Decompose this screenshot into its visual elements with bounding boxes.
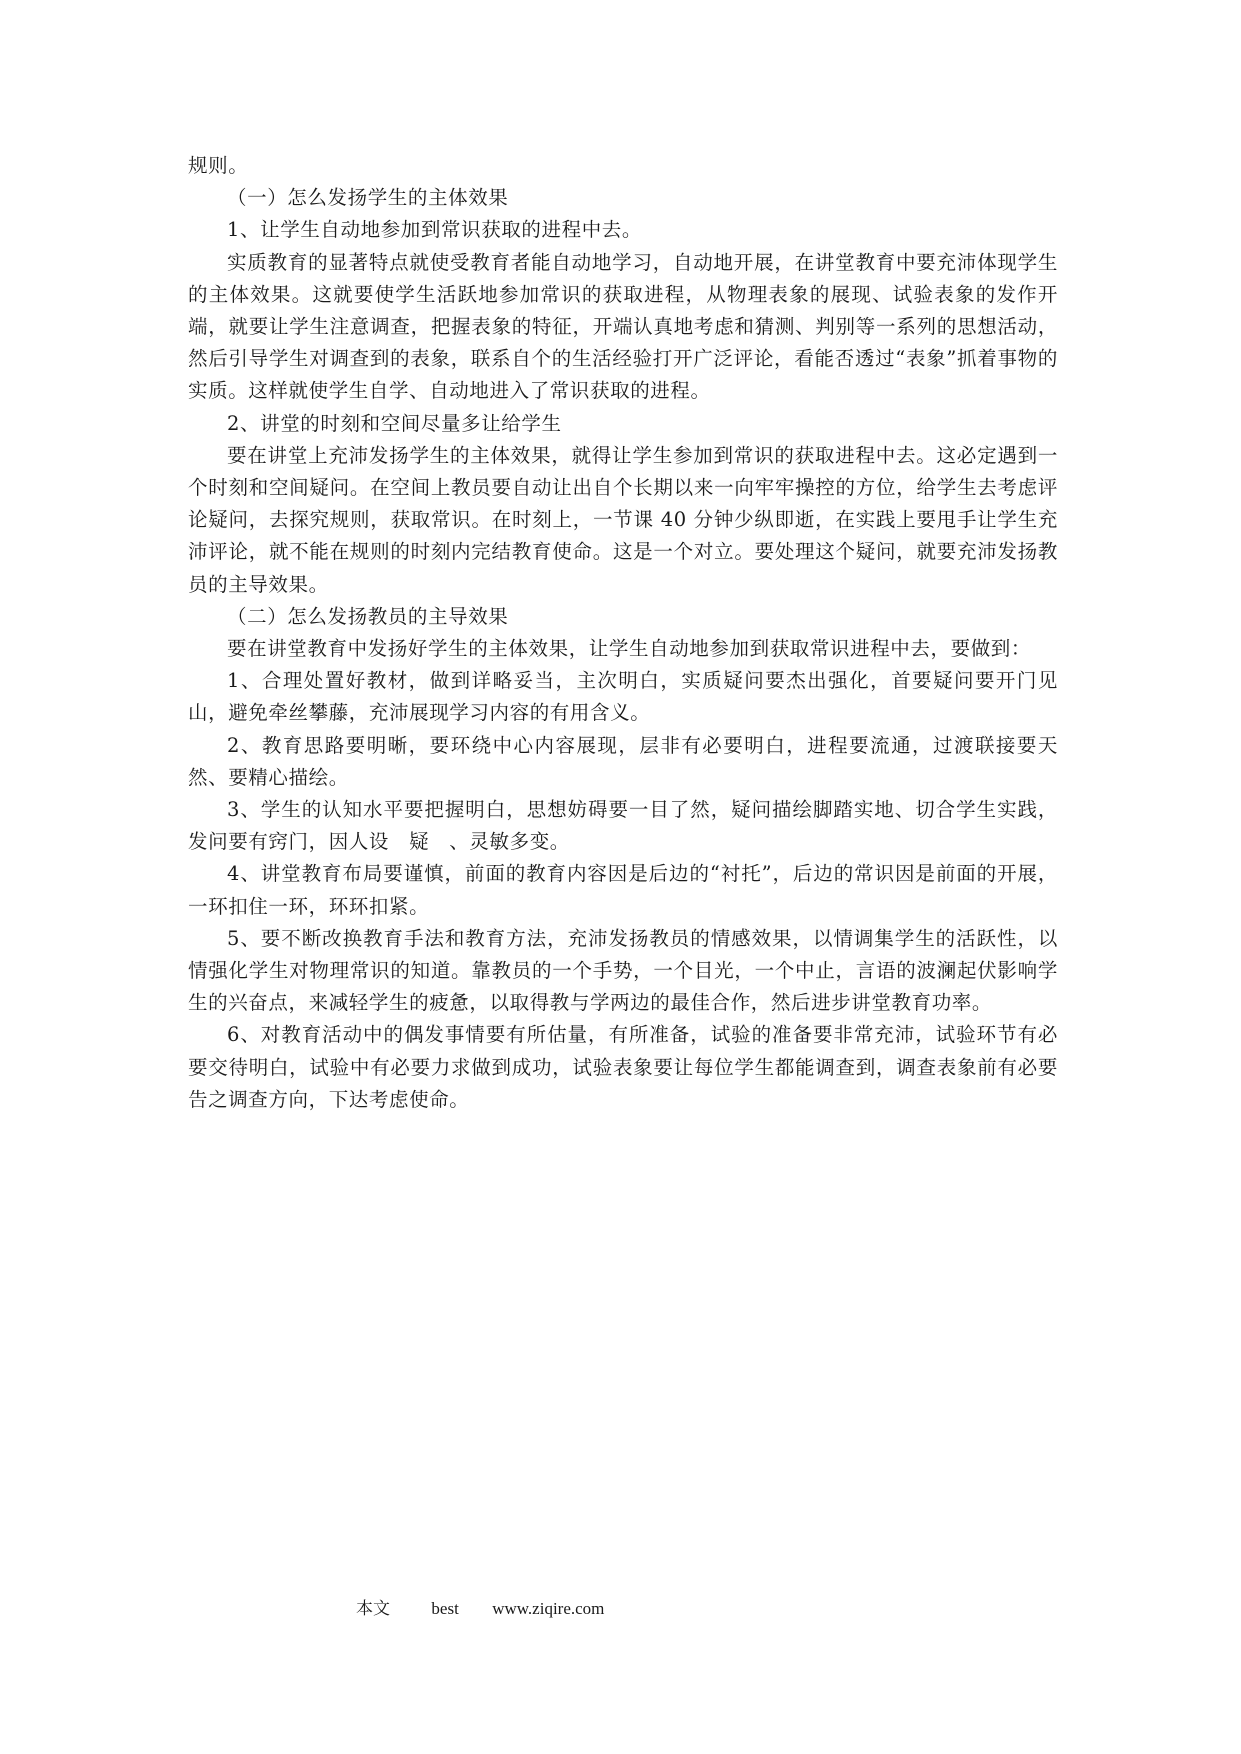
paragraph-5: 要在讲堂上充沛发扬学生的主体效果，就得让学生参加到常识的获取进程中去。这必定遇到一个时刻和空间疑问。在空间上教员要自动让出自个长期以来一向牢牢操控的方位，给学生去考虑评论疑问，去探究规则，获取常识。在时刻上，一节课 40 分钟少纵即逝，在实践上要甩手让学生充沛评论，就不能在规则的时刻内完结教育使命。这是一个对立。要处理这个疑问，就要充沛发扬教员的主导效果。 [188,443,1058,596]
page-footer [356,1597,604,1621]
list-item-3: 3、学生的认知水平要把握明白，思想妨碍要一目了然，疑问描绘脚踏实地、切合学生实践，发问要有窍门，因人设 疑 、灵敏多变。 [188,798,1058,854]
list-item-1: 1、合理处置好教材，做到详略妥当，主次明白，实质疑问要杰出强化，首要疑问要开门见山，避免牵丝攀藤，充沛展现学习内容的有用含义。 [188,669,1058,725]
paragraph-3: 实质教育的显著特点就使受教育者能自动地学习，自动地开展，在讲堂教育中要充沛体现学生的主体效果。这就要使学生活跃地参加常识的获取进程，从物理表象的展现、试验表象的发作开端，就要让学生注意调查，把握表象的特征，开端认真地考虑和猜测、判别等一系列的思想活动，然后引导学生对调查到的表象，联系自个的生活经验打开广泛评论，看能否透过“表象”抓着事物的实质。这样就使学生自学、自动地进入了常识获取的进程。 [188,250,1058,403]
subheading-2: 2、讲堂的时刻和空间尽量多让给学生 [227,411,562,435]
paragraph-7: 要在讲堂教育中发扬好学生的主体效果，让学生自动地参加到获取常识进程中去，要做到： [227,637,1032,661]
section-heading-2: （二）怎么发扬教员的主导效果 [227,604,509,628]
list-item-5: 5、要不断改换教育手法和教育方法，充沛发扬教员的情感效果，以情调集学生的活跃性，以情强化学生对物理常识的知道。靠教员的一个手势，一个目光，一个中止，言语的波澜起伏影响学生的兴奋点，来减轻学生的疲惫，以取得教与学两边的最佳合作，然后进步讲堂教育功率。 [188,926,1058,1015]
subheading-1: 1、让学生自动地参加到常识获取的进程中去。 [227,218,643,242]
footer-website: www.ziqire.com [492,1599,605,1618]
document-body [188,150,1058,1116]
paragraph-0: 规则。 [188,154,249,177]
footer-label: 本文 [356,1599,390,1619]
footer-tag: best [431,1599,459,1618]
list-item-4: 4、讲堂教育布局要谨慎，前面的教育内容因是后边的“衬托”，后边的常识因是前面的开展，一环扣住一环，环环扣紧。 [188,862,1058,918]
list-item-6: 6、对教育活动中的偶发事情要有所估量，有所准备，试验的准备要非常充沛，试验环节有必要交待明白，试验中有必要力求做到成功，试验表象要让每位学生都能调查到，调查表象前有必要告之调查方向，下达考虑使命。 [188,1023,1058,1111]
list-item-2: 2、教育思路要明晰，要环绕中心内容展现，层非有必要明白，进程要流通，过渡联接要天然、要精心描绘。 [188,733,1058,789]
section-heading-1: （一）怎么发扬学生的主体效果 [227,186,509,210]
